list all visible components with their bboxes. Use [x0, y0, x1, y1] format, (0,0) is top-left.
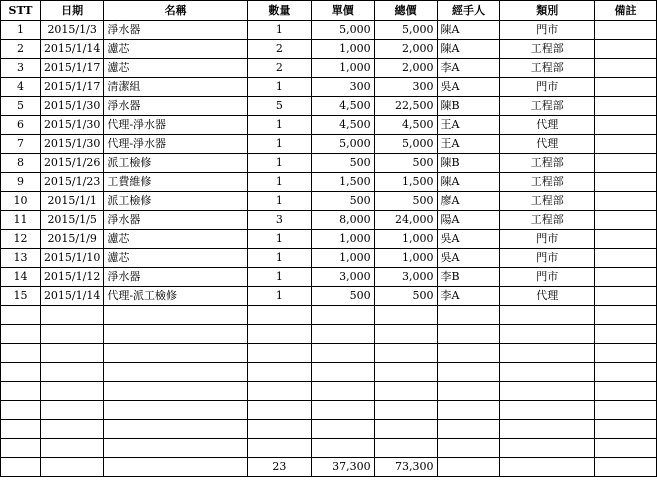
table-row — [1, 249, 657, 268]
cell-stt[interactable]: 10 — [1, 192, 41, 211]
cell-date[interactable]: 2015/1/12 — [40, 268, 103, 287]
cell-qty[interactable]: 1 — [247, 249, 311, 268]
empty-cell[interactable] — [1, 382, 41, 401]
table-row — [1, 59, 657, 78]
table-row — [1, 173, 657, 192]
empty-row — [1, 306, 657, 325]
empty-cell[interactable] — [40, 401, 103, 420]
cell-qty[interactable]: 1 — [247, 230, 311, 249]
cell-unit[interactable]: 500 — [311, 192, 374, 211]
cell-total[interactable]: 500 — [374, 287, 437, 306]
empty-cell[interactable] — [1, 439, 41, 458]
cell-total[interactable]: 5,000 — [374, 135, 437, 154]
empty-cell[interactable] — [437, 439, 500, 458]
cell-note[interactable] — [595, 287, 657, 306]
cell-unit[interactable]: 1,000 — [311, 40, 374, 59]
empty-cell[interactable] — [40, 363, 103, 382]
cell-date[interactable]: 2015/1/30 — [40, 116, 103, 135]
cell-qty[interactable]: 1 — [247, 21, 311, 40]
empty-cell[interactable] — [595, 439, 657, 458]
empty-cell[interactable] — [1, 401, 41, 420]
cell-name[interactable]: 工費維修 — [104, 173, 248, 192]
empty-cell[interactable] — [311, 363, 374, 382]
empty-cell[interactable] — [500, 306, 595, 325]
cell-name[interactable]: 代理-派工檢修 — [104, 287, 248, 306]
empty-cell[interactable] — [1, 344, 41, 363]
cell-handler[interactable]: 陽A — [437, 211, 500, 230]
empty-cell[interactable] — [104, 306, 248, 325]
cell-qty[interactable]: 2 — [247, 40, 311, 59]
empty-cell[interactable] — [247, 439, 311, 458]
cell-cat[interactable]: 工程部 — [500, 97, 595, 116]
cell-handler[interactable]: 吳A — [437, 249, 500, 268]
cell-name[interactable]: 淨水器 — [104, 268, 248, 287]
cell-handler[interactable]: 吳A — [437, 230, 500, 249]
empty-row — [1, 420, 657, 439]
empty-cell[interactable] — [1, 325, 41, 344]
cell-note[interactable] — [595, 173, 657, 192]
cell-cat[interactable]: 工程部 — [500, 192, 595, 211]
cell-cat[interactable]: 代理 — [500, 116, 595, 135]
table-row — [1, 135, 657, 154]
cell-total[interactable]: 24,000 — [374, 211, 437, 230]
empty-cell[interactable] — [104, 325, 248, 344]
empty-cell[interactable] — [40, 439, 103, 458]
empty-cell[interactable] — [1, 420, 41, 439]
cell-qty[interactable]: 5 — [247, 97, 311, 116]
empty-cell[interactable] — [311, 306, 374, 325]
cell-name[interactable]: 代理-淨水器 — [104, 116, 248, 135]
cell-name[interactable]: 濾芯 — [104, 230, 248, 249]
empty-cell[interactable] — [247, 401, 311, 420]
table-row — [1, 154, 657, 173]
cell-handler[interactable]: 陳A — [437, 173, 500, 192]
empty-cell[interactable] — [374, 439, 437, 458]
cell-note[interactable] — [595, 268, 657, 287]
cell-cat[interactable]: 工程部 — [500, 211, 595, 230]
empty-cell[interactable] — [500, 344, 595, 363]
empty-cell[interactable] — [104, 401, 248, 420]
empty-cell[interactable] — [595, 306, 657, 325]
cell-total[interactable]: 2,000 — [374, 59, 437, 78]
table-row — [1, 211, 657, 230]
totals-row — [1, 458, 657, 477]
empty-cell[interactable] — [247, 325, 311, 344]
cell-total[interactable]: 500 — [374, 192, 437, 211]
empty-cell[interactable] — [104, 344, 248, 363]
cell-total[interactable]: 4,500 — [374, 116, 437, 135]
table-row — [1, 287, 657, 306]
table-row — [1, 78, 657, 97]
cell-total[interactable]: 1,500 — [374, 173, 437, 192]
empty-cell[interactable] — [500, 401, 595, 420]
cell-note[interactable] — [595, 230, 657, 249]
header-note[interactable]: 備註 — [595, 1, 657, 21]
table-row — [1, 268, 657, 287]
cell-unit[interactable]: 500 — [311, 287, 374, 306]
cell-stt[interactable]: 13 — [1, 249, 41, 268]
empty-cell[interactable] — [437, 420, 500, 439]
cell-unit[interactable]: 1,000 — [311, 249, 374, 268]
cell-date[interactable]: 2015/1/23 — [40, 173, 103, 192]
cell-unit[interactable]: 8,000 — [311, 211, 374, 230]
cell-unit[interactable]: 300 — [311, 78, 374, 97]
cell-stt[interactable]: 5 — [1, 97, 41, 116]
cell-qty[interactable]: 1 — [247, 192, 311, 211]
cell-stt[interactable]: 12 — [1, 230, 41, 249]
empty-cell[interactable] — [104, 382, 248, 401]
cell-cat[interactable]: 門市 — [500, 21, 595, 40]
cell-qty[interactable]: 1 — [247, 154, 311, 173]
cell-qty[interactable]: 2 — [247, 59, 311, 78]
cell-stt[interactable]: 11 — [1, 211, 41, 230]
empty-cell[interactable] — [104, 439, 248, 458]
cell-cat[interactable]: 門市 — [500, 249, 595, 268]
header-qty[interactable]: 數量 — [247, 1, 311, 21]
empty-cell[interactable] — [1, 363, 41, 382]
empty-cell[interactable] — [374, 401, 437, 420]
cell-handler[interactable]: 陳B — [437, 97, 500, 116]
total-blank-cell[interactable] — [104, 458, 248, 477]
cell-stt[interactable]: 1 — [1, 21, 41, 40]
cell-cat[interactable]: 門市 — [500, 268, 595, 287]
header-row — [1, 1, 657, 21]
empty-cell[interactable] — [104, 420, 248, 439]
empty-cell[interactable] — [311, 401, 374, 420]
cell-note[interactable] — [595, 211, 657, 230]
header-total-price[interactable]: 總價 — [374, 1, 437, 21]
empty-cell[interactable] — [437, 325, 500, 344]
cell-name[interactable]: 淨水器 — [104, 21, 248, 40]
cell-total[interactable]: 22,500 — [374, 97, 437, 116]
cell-note[interactable] — [595, 21, 657, 40]
total-blank-cell[interactable] — [1, 458, 41, 477]
cell-handler[interactable]: 李A — [437, 59, 500, 78]
cell-date[interactable]: 2015/1/14 — [40, 287, 103, 306]
cell-cat[interactable]: 代理 — [500, 135, 595, 154]
cell-unit[interactable]: 3,000 — [311, 268, 374, 287]
table-row — [1, 21, 657, 40]
table-row — [1, 230, 657, 249]
cell-qty[interactable]: 1 — [247, 268, 311, 287]
cell-handler[interactable]: 廖A — [437, 192, 500, 211]
cell-unit[interactable]: 1,500 — [311, 173, 374, 192]
empty-cell[interactable] — [437, 306, 500, 325]
cell-name[interactable]: 濾芯 — [104, 59, 248, 78]
total-blank-cell[interactable] — [40, 458, 103, 477]
empty-cell[interactable] — [500, 439, 595, 458]
cell-handler[interactable]: 王A — [437, 116, 500, 135]
cell-date[interactable]: 2015/1/1 — [40, 192, 103, 211]
cell-name[interactable]: 濾芯 — [104, 249, 248, 268]
empty-cell[interactable] — [595, 325, 657, 344]
cell-handler[interactable]: 李A — [437, 287, 500, 306]
cell-note[interactable] — [595, 116, 657, 135]
table-row — [1, 116, 657, 135]
empty-cell[interactable] — [374, 382, 437, 401]
cell-stt[interactable]: 4 — [1, 78, 41, 97]
table-row — [1, 40, 657, 59]
empty-cell[interactable] — [247, 382, 311, 401]
empty-cell[interactable] — [40, 344, 103, 363]
cell-note[interactable] — [595, 40, 657, 59]
empty-row — [1, 325, 657, 344]
empty-cell[interactable] — [104, 363, 248, 382]
cell-qty[interactable]: 1 — [247, 135, 311, 154]
cell-total[interactable]: 2,000 — [374, 40, 437, 59]
cell-qty[interactable]: 1 — [247, 173, 311, 192]
total-total[interactable]: 73,300 — [374, 458, 437, 477]
cell-total[interactable]: 1,000 — [374, 249, 437, 268]
cell-name[interactable]: 淨水器 — [104, 97, 248, 116]
cell-stt[interactable]: 3 — [1, 59, 41, 78]
empty-row — [1, 401, 657, 420]
cell-stt[interactable]: 14 — [1, 268, 41, 287]
cell-stt[interactable]: 8 — [1, 154, 41, 173]
cell-stt[interactable]: 9 — [1, 173, 41, 192]
cell-note[interactable] — [595, 192, 657, 211]
cell-qty[interactable]: 1 — [247, 78, 311, 97]
cell-name[interactable]: 清潔組 — [104, 78, 248, 97]
cell-note[interactable] — [595, 154, 657, 173]
empty-row — [1, 439, 657, 458]
cell-total[interactable]: 5,000 — [374, 21, 437, 40]
cell-date[interactable]: 2015/1/3 — [40, 21, 103, 40]
cell-stt[interactable]: 7 — [1, 135, 41, 154]
cell-total[interactable]: 1,000 — [374, 230, 437, 249]
cell-date[interactable]: 2015/1/26 — [40, 154, 103, 173]
empty-cell[interactable] — [311, 420, 374, 439]
cell-note[interactable] — [595, 249, 657, 268]
empty-cell[interactable] — [437, 363, 500, 382]
cell-unit[interactable]: 4,500 — [311, 97, 374, 116]
cell-date[interactable]: 2015/1/10 — [40, 249, 103, 268]
empty-cell[interactable] — [40, 420, 103, 439]
empty-cell[interactable] — [595, 344, 657, 363]
empty-row — [1, 363, 657, 382]
cell-cat[interactable]: 工程部 — [500, 173, 595, 192]
empty-cell[interactable] — [595, 401, 657, 420]
cell-handler[interactable]: 李B — [437, 268, 500, 287]
empty-cell[interactable] — [374, 325, 437, 344]
cell-handler[interactable]: 陳A — [437, 21, 500, 40]
cell-cat[interactable]: 工程部 — [500, 40, 595, 59]
cell-unit[interactable]: 1,000 — [311, 59, 374, 78]
empty-row — [1, 382, 657, 401]
empty-cell[interactable] — [500, 420, 595, 439]
cell-name[interactable]: 派工檢修 — [104, 192, 248, 211]
cell-name[interactable]: 濾芯 — [104, 40, 248, 59]
empty-cell[interactable] — [500, 325, 595, 344]
empty-cell[interactable] — [40, 306, 103, 325]
cell-stt[interactable]: 6 — [1, 116, 41, 135]
empty-cell[interactable] — [374, 344, 437, 363]
empty-row — [1, 344, 657, 363]
cell-total[interactable]: 500 — [374, 154, 437, 173]
cell-date[interactable]: 2015/1/9 — [40, 230, 103, 249]
cell-handler[interactable]: 吳A — [437, 78, 500, 97]
cell-handler[interactable]: 陳B — [437, 154, 500, 173]
header-stt[interactable]: STT — [1, 1, 41, 21]
total-qty[interactable]: 23 — [247, 458, 311, 477]
cell-unit[interactable]: 1,000 — [311, 230, 374, 249]
cell-qty[interactable]: 1 — [247, 287, 311, 306]
total-blank-cell[interactable] — [500, 458, 595, 477]
cell-unit[interactable]: 5,000 — [311, 21, 374, 40]
empty-cell[interactable] — [595, 363, 657, 382]
cell-cat[interactable]: 門市 — [500, 230, 595, 249]
cell-name[interactable]: 派工檢修 — [104, 154, 248, 173]
header-date[interactable]: 日期 — [40, 1, 103, 21]
table-row — [1, 192, 657, 211]
cell-note[interactable] — [595, 135, 657, 154]
empty-cell[interactable] — [437, 382, 500, 401]
header-handler[interactable]: 經手人 — [437, 1, 500, 21]
cell-stt[interactable]: 2 — [1, 40, 41, 59]
cell-qty[interactable]: 1 — [247, 116, 311, 135]
empty-cell[interactable] — [311, 439, 374, 458]
table-row — [1, 97, 657, 116]
empty-cell[interactable] — [1, 306, 41, 325]
cell-date[interactable]: 2015/1/30 — [40, 97, 103, 116]
cell-date[interactable]: 2015/1/30 — [40, 135, 103, 154]
cell-note[interactable] — [595, 97, 657, 116]
empty-cell[interactable] — [437, 344, 500, 363]
cell-note[interactable] — [595, 78, 657, 97]
cell-date[interactable]: 2015/1/17 — [40, 78, 103, 97]
total-blank-cell[interactable] — [595, 458, 657, 477]
cell-unit[interactable]: 5,000 — [311, 135, 374, 154]
cell-cat[interactable]: 代理 — [500, 287, 595, 306]
header-unit-price[interactable]: 單價 — [311, 1, 374, 21]
empty-cell[interactable] — [437, 401, 500, 420]
empty-cell[interactable] — [374, 306, 437, 325]
empty-cell[interactable] — [500, 382, 595, 401]
header-category[interactable]: 類別 — [500, 1, 595, 21]
cell-unit[interactable]: 500 — [311, 154, 374, 173]
empty-cell[interactable] — [311, 325, 374, 344]
empty-cell[interactable] — [311, 382, 374, 401]
cell-date[interactable]: 2015/1/17 — [40, 59, 103, 78]
empty-cell[interactable] — [311, 344, 374, 363]
cell-cat[interactable]: 工程部 — [500, 59, 595, 78]
cell-handler[interactable]: 陳A — [437, 40, 500, 59]
empty-cell[interactable] — [247, 306, 311, 325]
empty-cell[interactable] — [374, 420, 437, 439]
cell-date[interactable]: 2015/1/5 — [40, 211, 103, 230]
cell-note[interactable] — [595, 59, 657, 78]
cell-total[interactable]: 300 — [374, 78, 437, 97]
cell-handler[interactable]: 王A — [437, 135, 500, 154]
cell-stt[interactable]: 15 — [1, 287, 41, 306]
empty-cell[interactable] — [374, 363, 437, 382]
empty-cell[interactable] — [595, 420, 657, 439]
cell-unit[interactable]: 4,500 — [311, 116, 374, 135]
cell-cat[interactable]: 門市 — [500, 78, 595, 97]
empty-cell[interactable] — [40, 382, 103, 401]
cell-date[interactable]: 2015/1/14 — [40, 40, 103, 59]
empty-cell[interactable] — [247, 363, 311, 382]
cell-cat[interactable]: 工程部 — [500, 154, 595, 173]
empty-cell[interactable] — [595, 382, 657, 401]
cell-total[interactable]: 3,000 — [374, 268, 437, 287]
empty-cell[interactable] — [500, 363, 595, 382]
empty-cell[interactable] — [40, 325, 103, 344]
cell-name[interactable]: 淨水器 — [104, 211, 248, 230]
empty-cell[interactable] — [247, 344, 311, 363]
header-name[interactable]: 名稱 — [104, 1, 248, 21]
cell-name[interactable]: 代理-淨水器 — [104, 135, 248, 154]
cell-qty[interactable]: 3 — [247, 211, 311, 230]
empty-cell[interactable] — [247, 420, 311, 439]
total-blank-cell[interactable] — [437, 458, 500, 477]
total-unit[interactable]: 37,300 — [311, 458, 374, 477]
